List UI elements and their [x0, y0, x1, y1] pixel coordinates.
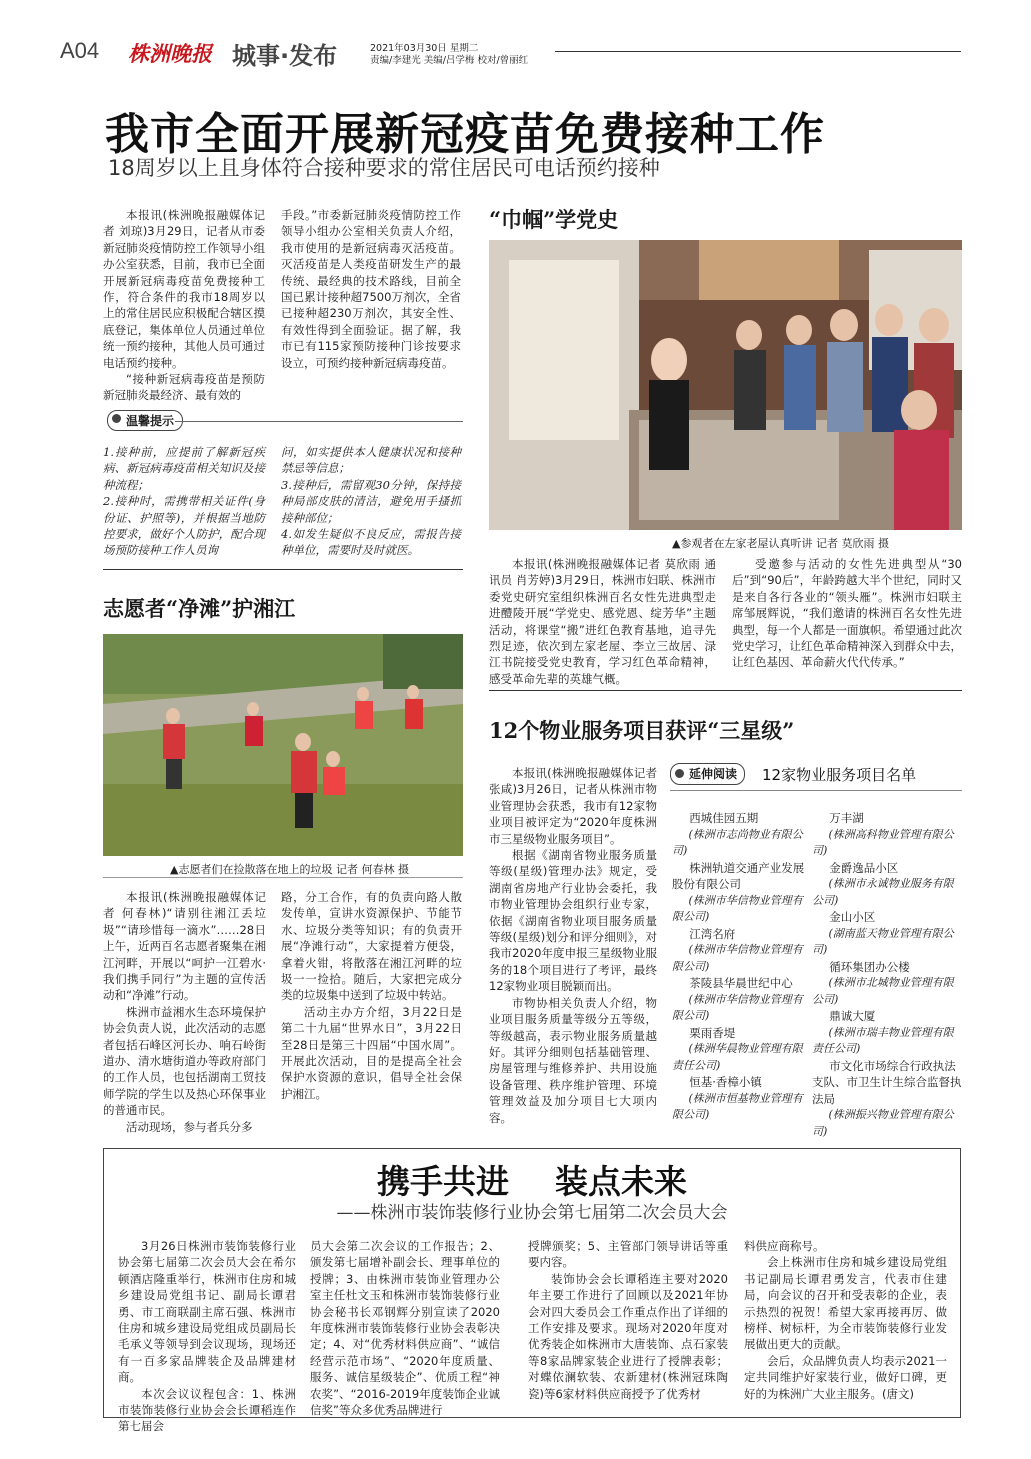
property-name: 鼎诚大厦 [829, 1009, 876, 1023]
property-company: (株洲市永诚物业服务有限公司) [812, 877, 954, 907]
tips-col-2: 问，如实提供本人健康状况和接种禁忌等信息； 3.接种后，需留观30分钟，保持接种局部皮肤的清洁，避免用手搔抓接种部位； 4.如发生疑似不良反应，需报告接种单位，需要时及时就医。 [281, 445, 461, 558]
volunteer-photo-caption: ▲志愿者们在捡散落在地上的垃圾 记者 何春林 摄 [170, 863, 409, 876]
property-list-item [672, 810, 808, 860]
decor-col-4: 料供应商称号。 会上株洲市住房和城乡建设局党组书记副局长谭君勇发言，代表市住建局，向会议的召开和受表彰的企业，表示热烈的祝贺！希望大家再接再厉、做榜样、树标杆，为全市装饰装修行业发展做出更大的贡献。 会后，众品牌负责人均表示2021一定共同维护好家装行业，做好口碑，更好的为株洲广大业主服务。(唐文) [744, 1239, 947, 1401]
party-photo [489, 240, 962, 530]
property-name: 株洲轨道交通产业发展股份有限公司 [672, 860, 805, 891]
property-company: (株洲市北城物业管理有限公司) [812, 976, 954, 1006]
property-headline: 12个物业服务项目获评“三星级” [489, 718, 795, 743]
lead-headline: 我市全面开展新冠疫苗免费接种工作 [105, 109, 825, 160]
property-list-left [672, 810, 808, 1124]
property-company: (株洲振兴物业管理有限公司) [812, 1108, 954, 1138]
property-company: (湖南蓝天物业管理有限公司) [812, 926, 954, 956]
property-company: (株洲市志尚物业有限公司) [672, 827, 803, 857]
property-list-rule [670, 790, 962, 791]
property-company: (株洲市瑞丰物业管理有限责任公司) [812, 1025, 954, 1055]
lead-col-2: 手段。”市委新冠肺炎疫情防控工作领导小组办公室相关负责人介绍，我市使用的是新冠病毒灭活疫苗。灭活疫苗是人类疫苗研发生产的最传统、最经典的技术路线，目前全国已累计接种超7500万剂次，全省已接种超230万剂次，其安全性、有效性得到全面验证。据了解，我市已有115家预防接种门诊按要求设立，可预约接种新冠病毒疫苗。 [281, 208, 461, 370]
volunteer-col-2: 路，分工合作，有的负责向路人散发传单，宣讲水资源保护、节能节水、垃圾分类等知识；有的负责开展“净滩行动”，大家提着方便袋，拿着火钳，将散落在湘江河畔的垃圾一一捡拾。随后，大家把完成分类的垃圾集中送到了垃圾中转站。 活动主办方介绍，3月22日是第二十九届“世界水日”，3月22日至28日是第三十四届“中国水周”。开展此次活动，目的是提高全社会保护水资源的意识，倡导全社会保护湘江。 [281, 890, 462, 1101]
property-company: (株洲市华信物业管理有限公司) [672, 893, 803, 923]
property-list-item [812, 1008, 962, 1058]
property-list-item [812, 810, 962, 860]
property-list-item [812, 1058, 962, 1141]
party-photo-caption: ▲参观者在左家老屋认真听讲 记者 莫欣雨 摄 [672, 537, 889, 550]
party-col-2: 受邀参与活动的女性先进典型从“30后”到“90后”，年龄跨越大半个世纪，同时又是来自各行各业的“领头雁”。株洲市妇联主席邹展辉说，“我们邀请的株洲百名女性先进典型，每一个人都是一面旗帜。希望通过此次党史学习，让红色革命精神深入到群众中去，让红色基因、革命薪火代代传承。” [732, 557, 962, 670]
decor-subhead: ——株洲市装饰装修行业协会第七届第二次会员大会 [336, 1203, 728, 1223]
property-list-item [672, 1025, 808, 1075]
property-list-right [812, 810, 962, 1140]
property-name: 江湾名府 [689, 926, 736, 941]
property-name: 恒基·香樟小镇 [689, 1075, 762, 1089]
volunteer-headline: 志愿者“净滩”护湘江 [103, 596, 296, 621]
property-company: (株洲市华信物业管理有限公司) [672, 992, 803, 1022]
property-company: (株洲市恒基物业管理有限公司) [672, 1091, 803, 1121]
property-name: 循环集团办公楼 [829, 959, 910, 974]
newspaper-logo: 株洲晚报 [128, 41, 212, 66]
lead-col-1: 本报讯(株洲晚报融媒体记者 刘琼)3月29日，记者从市委新冠肺炎疫情防控工作领导小组办公室获悉，目前，我市已全面开展新冠病毒疫苗免费接种工作，符合条件的我市18周岁以上的常住居民应积极配合辖区摸底登记，集体单位人员通过单位统一预约接种，其他人员可通过电话预约接种。 “接种新冠病毒疫苗是预防新冠肺炎最经济、最有效的 [103, 208, 265, 403]
info-icon [675, 769, 684, 778]
decor-col-2: 员大会第二次会议的工作报告；2、颁发第七届增补副会长、理事单位的授牌；3、由株洲市装饰业管理办公室主任杜文玉和株洲市装饰装修行业协会秘书长邓钢辉分别宣读了2020年度株洲市装饰装修行业协会表彰决定；4、对“优秀材料供应商”、“诚信经营示范市场”、“2020年度质量、服务、诚信星级装企”、优质工程“神农奖”、“2016-2019年度装饰企业诚信奖”等众多优秀品牌进行 [310, 1239, 500, 1418]
masthead-rule [555, 51, 961, 52]
section-title: 城事·发布 [232, 42, 338, 70]
property-company: (株洲华晨物业管理有限责任公司) [672, 1042, 803, 1072]
property-list-item [672, 926, 808, 976]
property-name: 金山小区 [829, 910, 876, 924]
volunteer-photo-rule [103, 877, 463, 878]
property-list-title: 12家物业服务项目名单 [762, 766, 917, 784]
property-list-item [812, 860, 962, 910]
tips-rule [175, 421, 463, 422]
property-col-1: 本报讯(株洲晚报融媒体记者 张咸)3月26日，记者从株洲市物业管理协会获悉，我市有12家物业项目被评定为“2020年度株洲市三星级物业服务项目”。 根据《湖南省物业服务质量等级(星级)管理办法》规定，受湖南省房地产行业协会委托，我市物业管理协会组织行业专家，依据《湖南省物业项目服务质量等级(星级)划分和评分细则》，对我市2020年度申报三星级物业服务的18个项目进行了考评，最终12家物业项目脱颖而出。 市物协相关负责人介绍，物业项目服务质量等级分五等级，等级越高，表示物业服务质量越好。其评分细则包括基础管理、房屋管理与维修养护、共用设施设备管理、秩序维护管理、环境管理效益及加分项目七大项内容。 [489, 766, 657, 1125]
page-number: A04 [60, 38, 100, 63]
info-icon [112, 414, 121, 423]
property-company: (株洲高科物业管理有限公司) [812, 827, 954, 857]
decor-col-3: 授牌颁奖；5、主管部门领导讲话等重要内容。 装饰协会会长谭稻连主要对2020年主要工作进行了回顾以及2021年协会对四大委员会工作重点作出了详细的工作安排及要求。现场对2020年度对优秀装企如株洲市大唐装饰、点石家装等8家品牌家装企业进行了授牌表彰；对蝶依澜软装、农新建材(株洲冠珠陶瓷)等6家材料供应商授予了优秀材 [528, 1239, 728, 1401]
property-list-item [812, 909, 962, 959]
party-bottom-rule [489, 690, 962, 691]
property-name: 栗雨香堤 [689, 1025, 736, 1040]
lead-bottom-rule [103, 569, 463, 570]
lead-subhead: 18周岁以上且身体符合接种要求的常住居民可电话预约接种 [108, 156, 660, 180]
tips-label: 温馨提示 [107, 410, 183, 431]
editor-credits: 责编/李建光 美编/吕学梅 校对/曾丽红 [370, 55, 529, 66]
party-headline: “巾帼”学党史 [489, 207, 619, 232]
issue-date: 2021年03月30日 星期二 [370, 43, 479, 54]
decor-headline: 携手共进 装点未来 [377, 1162, 687, 1201]
property-list-item [812, 959, 962, 1009]
property-name: 茶陵县华晨世纪中心 [689, 976, 793, 990]
property-list-item [672, 1074, 808, 1124]
further-reading-tag: 延伸阅读 [670, 763, 745, 785]
volunteer-photo [103, 634, 463, 856]
property-list-item [672, 860, 808, 926]
property-name: 万丰湖 [829, 811, 864, 825]
tips-col-1: 1.接种前，应提前了解新冠疾病、新冠病毒疫苗相关知识及接种流程； 2.接种时，需携带相关证件(身份证、护照等)，并根据当地防控要求，做好个人防护，配合现场预防接种工作人员询 [103, 445, 265, 558]
decor-col-1: 3月26日株洲市装饰装修行业协会第七届第二次会员大会在希尔顿酒店隆重举行，株洲市住房和城乡建设局党组书记、副局长谭君勇、市工商联副主席石强、株洲市住房和城乡建设局党组成员副局长毛承义等领导到会议现场，现场还有一百多家品牌装企及品牌建材商。 本次会议议程包含：1、株洲市装饰装修行业协会会长谭稻连作第七届会 [118, 1239, 296, 1434]
property-name: 西城佳园五期 [689, 811, 759, 825]
party-col-1: 本报讯(株洲晚报融媒体记者 莫欣雨 通讯员 肖芳婷)3月29日，株洲市妇联、株洲市委党史研究室组织株洲百名女性先进典型走进醴陵开展“学党史、感党恩、绽芳华”主题活动，将课堂“搬”进红色教育基地，追寻先烈足迹，依次到左家老屋、李立三故居、渌江书院接受党史教育，学习红色革命精神，感受革命先辈的英雄气概。 [489, 557, 716, 686]
property-name: 金爵逸品小区 [829, 860, 899, 875]
property-name: 市文化市场综合行政执法支队、市卫生计生综合监督执法局 [812, 1058, 962, 1106]
property-list-item [672, 975, 808, 1025]
property-company: (株洲市华信物业管理有限公司) [672, 943, 803, 973]
volunteer-col-1: 本报讯(株洲晚报融媒体记者 何春林)“请别往湘江丢垃圾”“请珍惜每一滴水”……28日上午，近两百名志愿者聚集在湘江河畔，开展以“呵护一江碧水·我们携手同行”为主题的宣传活动和“净滩”行动。 株洲市益湘水生态环境保护协会负责人说，此次活动的志愿者包括石峰区河长办、响石岭街道办、清水塘街道办等政府部门的工作人员，也包括湖南工贸技师学院的学生以及热心环保事业的普通市民。 活动现场，参与者兵分多 [103, 890, 266, 1134]
